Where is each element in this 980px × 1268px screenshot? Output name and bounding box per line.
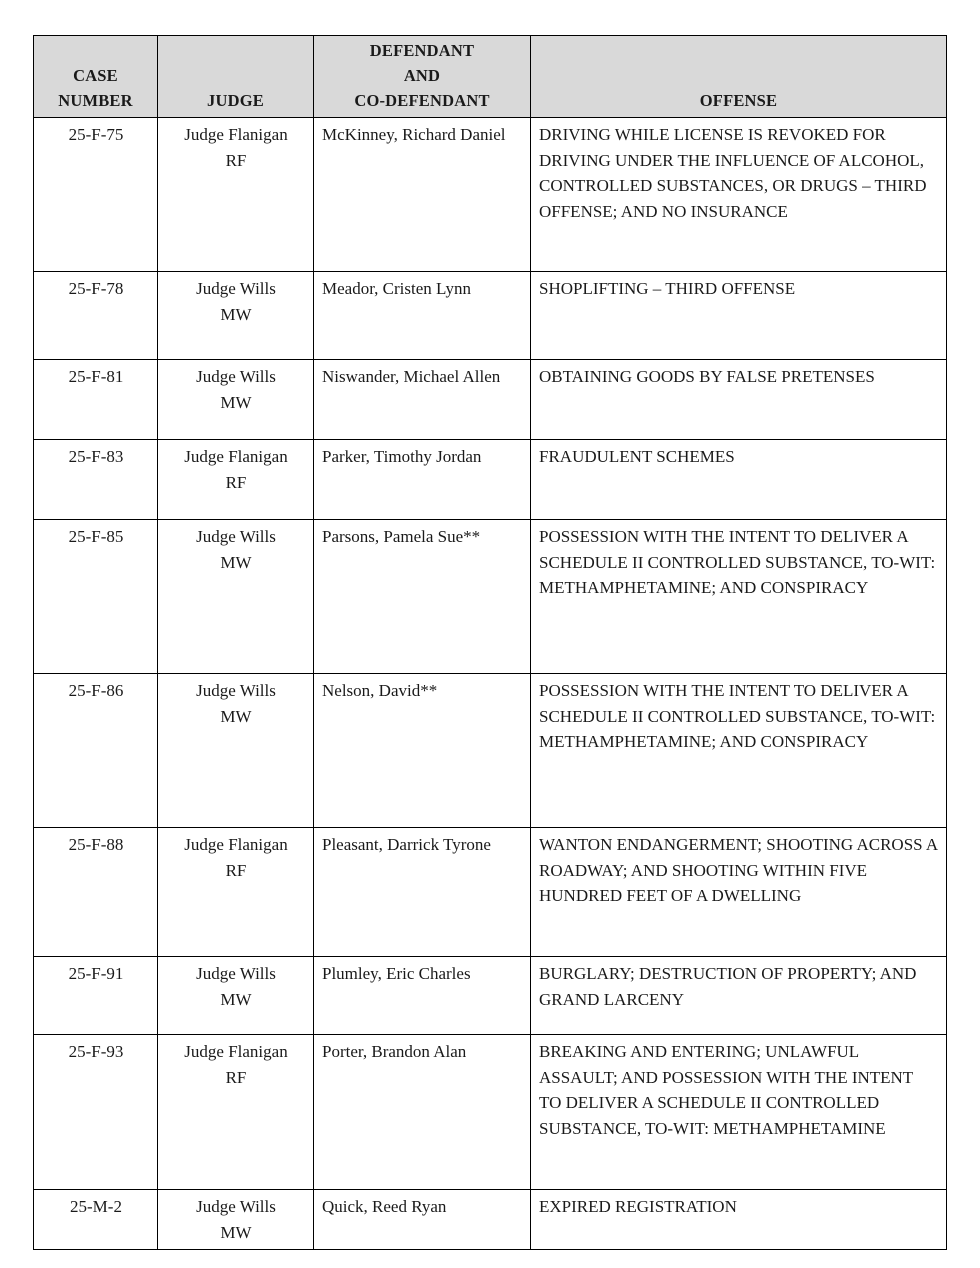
judge-name: Judge Flanigan bbox=[184, 125, 288, 144]
cell-case-number: 25-F-83 bbox=[34, 440, 158, 520]
table-row bbox=[34, 118, 947, 272]
table-row bbox=[34, 828, 947, 957]
table-row bbox=[34, 272, 947, 360]
cell-judge bbox=[158, 1035, 314, 1190]
cell-judge bbox=[158, 520, 314, 674]
table-header bbox=[34, 36, 947, 118]
judge-name: Judge Wills bbox=[196, 367, 276, 386]
column-header-case-number-line-1: CASE bbox=[73, 66, 118, 85]
cell-defendant: McKinney, Richard Daniel bbox=[314, 118, 531, 272]
cell-case-number: 25-M-2 bbox=[34, 1190, 158, 1250]
judge-name: Judge Flanigan bbox=[184, 1042, 288, 1061]
cell-offense: POSSESSION WITH THE INTENT TO DELIVER A SCHEDULE II CONTROLLED SUBSTANCE, TO-WIT: METHAMPHETAMINE; AND CONSPIRACY bbox=[531, 520, 947, 674]
cell-judge bbox=[158, 828, 314, 957]
cell-judge bbox=[158, 272, 314, 360]
cell-defendant: Niswander, Michael Allen bbox=[314, 360, 531, 440]
judge-initials: RF bbox=[225, 1067, 247, 1087]
cell-case-number: 25-F-85 bbox=[34, 520, 158, 674]
column-header-defendant bbox=[314, 36, 531, 118]
column-header-judge bbox=[158, 36, 314, 118]
cell-offense: SHOPLIFTING – THIRD OFFENSE bbox=[531, 272, 947, 360]
cell-offense: EXPIRED REGISTRATION bbox=[531, 1190, 947, 1250]
cell-offense: BREAKING AND ENTERING; UNLAWFUL ASSAULT; AND POSSESSION WITH THE INTENT TO DELIVER A SCHEDULE II CONTROLLED SUBSTANCE, TO-WIT: METHAMPHETAMINE bbox=[531, 1035, 947, 1190]
judge-initials: RF bbox=[225, 150, 247, 170]
column-header-case-number-line-2: NUMBER bbox=[58, 91, 133, 110]
cell-offense: BURGLARY; DESTRUCTION OF PROPERTY; AND GRAND LARCENY bbox=[531, 957, 947, 1035]
cell-case-number: 25-F-93 bbox=[34, 1035, 158, 1190]
judge-initials: RF bbox=[225, 472, 247, 492]
table-row bbox=[34, 440, 947, 520]
cell-offense: WANTON ENDANGERMENT; SHOOTING ACROSS A ROADWAY; AND SHOOTING WITHIN FIVE HUNDRED FEET OF A DWELLING bbox=[531, 828, 947, 957]
cell-judge bbox=[158, 440, 314, 520]
cell-defendant: Parker, Timothy Jordan bbox=[314, 440, 531, 520]
table-row bbox=[34, 520, 947, 674]
judge-initials: MW bbox=[220, 552, 252, 572]
judge-name: Judge Wills bbox=[196, 527, 276, 546]
column-header-defendant-line-2: AND bbox=[403, 66, 441, 85]
header-row bbox=[34, 36, 947, 118]
column-header-judge-line-1: JUDGE bbox=[207, 91, 264, 110]
cell-offense: POSSESSION WITH THE INTENT TO DELIVER A SCHEDULE II CONTROLLED SUBSTANCE, TO-WIT: METHAMPHETAMINE; AND CONSPIRACY bbox=[531, 674, 947, 828]
cell-judge bbox=[158, 674, 314, 828]
judge-initials: MW bbox=[220, 392, 252, 412]
judge-initials: RF bbox=[225, 860, 247, 880]
column-header-case-number bbox=[34, 36, 158, 118]
judge-name: Judge Flanigan bbox=[184, 447, 288, 466]
cell-case-number: 25-F-91 bbox=[34, 957, 158, 1035]
table-row bbox=[34, 1035, 947, 1190]
judge-initials: MW bbox=[220, 706, 252, 726]
judge-name: Judge Wills bbox=[196, 279, 276, 298]
cell-case-number: 25-F-81 bbox=[34, 360, 158, 440]
cell-offense: FRAUDULENT SCHEMES bbox=[531, 440, 947, 520]
judge-initials: MW bbox=[220, 989, 252, 1009]
cell-defendant: Parsons, Pamela Sue** bbox=[314, 520, 531, 674]
table-row bbox=[34, 360, 947, 440]
column-header-offense-line-1: OFFENSE bbox=[699, 91, 778, 110]
cell-case-number: 25-F-75 bbox=[34, 118, 158, 272]
column-header-offense bbox=[531, 36, 947, 118]
judge-name: Judge Flanigan bbox=[184, 835, 288, 854]
cell-defendant: Nelson, David** bbox=[314, 674, 531, 828]
judge-initials: MW bbox=[220, 304, 252, 324]
table-row bbox=[34, 1190, 947, 1250]
cell-judge bbox=[158, 957, 314, 1035]
cell-offense: OBTAINING GOODS BY FALSE PRETENSES bbox=[531, 360, 947, 440]
cell-case-number: 25-F-86 bbox=[34, 674, 158, 828]
judge-initials: MW bbox=[220, 1222, 252, 1242]
cell-offense: DRIVING WHILE LICENSE IS REVOKED FOR DRIVING UNDER THE INFLUENCE OF ALCOHOL, CONTROLLED SUBSTANCES, OR DRUGS – THIRD OFFENSE; AND NO INSURANCE bbox=[531, 118, 947, 272]
cell-defendant: Quick, Reed Ryan bbox=[314, 1190, 531, 1250]
cell-judge bbox=[158, 360, 314, 440]
judge-name: Judge Wills bbox=[196, 681, 276, 700]
table-row bbox=[34, 674, 947, 828]
cell-defendant: Meador, Cristen Lynn bbox=[314, 272, 531, 360]
cell-judge bbox=[158, 118, 314, 272]
table-body bbox=[34, 118, 947, 1250]
court-docket-table bbox=[33, 35, 947, 1250]
cell-defendant: Pleasant, Darrick Tyrone bbox=[314, 828, 531, 957]
judge-name: Judge Wills bbox=[196, 964, 276, 983]
cell-judge bbox=[158, 1190, 314, 1250]
cell-case-number: 25-F-88 bbox=[34, 828, 158, 957]
column-header-defendant-line-1: DEFENDANT bbox=[369, 41, 475, 60]
column-header-defendant-line-3: CO-DEFENDANT bbox=[354, 91, 490, 110]
table-row bbox=[34, 957, 947, 1035]
cell-defendant: Plumley, Eric Charles bbox=[314, 957, 531, 1035]
cell-case-number: 25-F-78 bbox=[34, 272, 158, 360]
judge-name: Judge Wills bbox=[196, 1197, 276, 1216]
cell-defendant: Porter, Brandon Alan bbox=[314, 1035, 531, 1190]
